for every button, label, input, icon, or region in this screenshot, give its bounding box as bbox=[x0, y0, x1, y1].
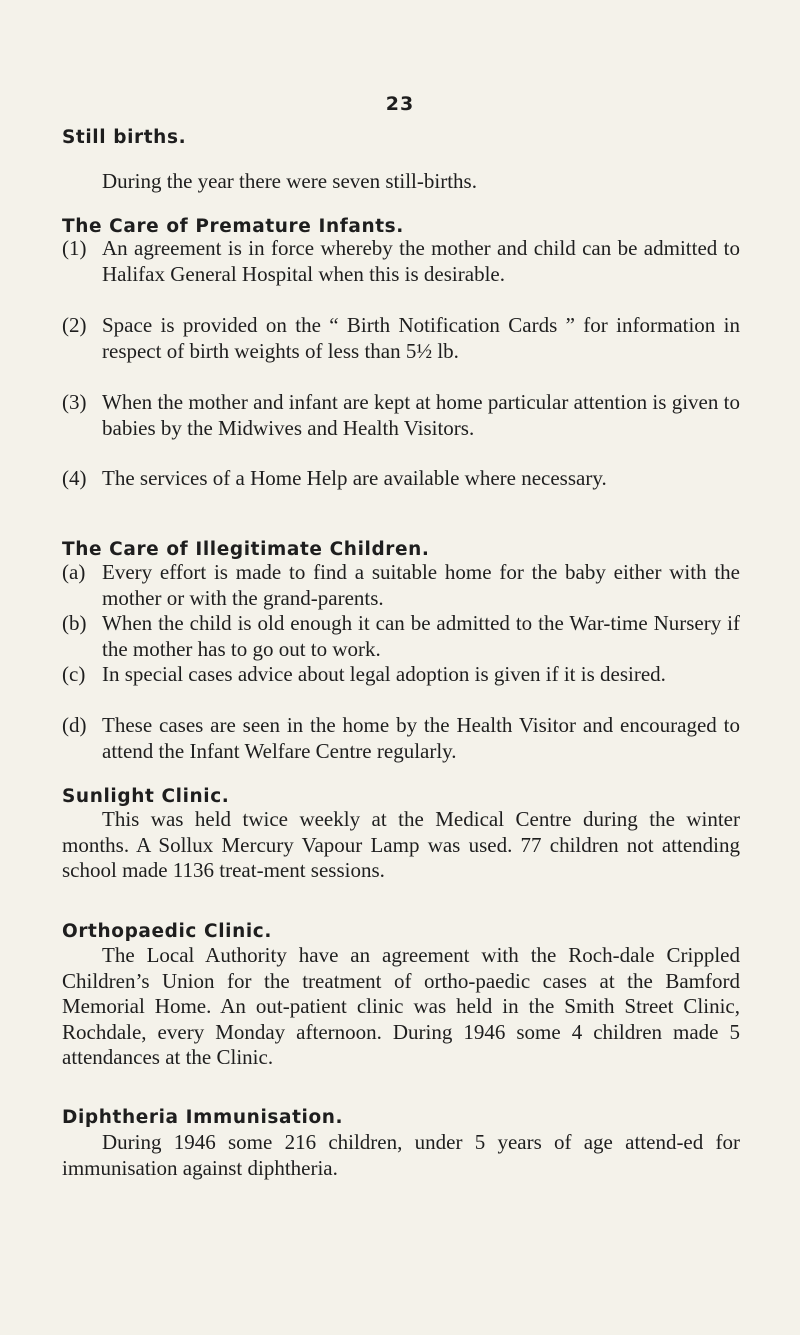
premature-item-4 bbox=[62, 466, 740, 492]
diphtheria-paragraph bbox=[62, 1130, 740, 1181]
item-number: (2) bbox=[62, 313, 87, 337]
premature-item-2 bbox=[62, 313, 740, 364]
heading-diphtheria-immunisation: Diphtheria Immunisation. bbox=[62, 1107, 344, 1128]
premature-item-1 bbox=[62, 236, 740, 287]
item-number: (4) bbox=[62, 466, 87, 490]
item-number: (c) bbox=[62, 662, 86, 686]
item-text: Space is provided on the “ Birth Notification Cards ” for information in respect of birth weights of less than 5½ lb. bbox=[102, 313, 740, 363]
item-text: Every effort is made to find a suitable home for the baby either with the mother or with the grand-parents. bbox=[102, 560, 740, 610]
heading-orthopaedic-clinic: Orthopaedic Clinic. bbox=[62, 921, 273, 942]
still-births-paragraph bbox=[62, 169, 740, 195]
item-number: (a) bbox=[62, 560, 86, 584]
item-text: When the mother and infant are kept at home particular attention is given to babies by the Midwives and Health Visitors. bbox=[102, 390, 740, 440]
item-number: (b) bbox=[62, 611, 87, 635]
orthopaedic-paragraph bbox=[62, 943, 740, 1071]
item-text: When the child is old enough it can be admitted to the War-time Nursery if the mother has to go out to work. bbox=[102, 611, 740, 661]
item-number: (d) bbox=[62, 713, 87, 737]
heading-still-births: Still births. bbox=[62, 127, 187, 148]
illegitimate-item-a bbox=[62, 560, 740, 611]
sunlight-paragraph bbox=[62, 807, 740, 884]
illegitimate-item-c bbox=[62, 662, 740, 688]
heading-premature-infants: The Care of Premature Infants. bbox=[62, 216, 404, 237]
page-number: 23 bbox=[385, 93, 415, 115]
premature-item-3 bbox=[62, 390, 740, 441]
item-text: In special cases advice about legal adoption is given if it is desired. bbox=[102, 662, 666, 686]
heading-sunlight-clinic: Sunlight Clinic. bbox=[62, 786, 230, 807]
item-text: These cases are seen in the home by the Health Visitor and encouraged to attend the Infant Welfare Centre regularly. bbox=[102, 713, 740, 763]
item-text: An agreement is in force whereby the mother and child can be admitted to Halifax General Hospital when this is desirable. bbox=[102, 236, 740, 286]
illegitimate-item-b bbox=[62, 611, 740, 662]
still-births-text: During the year there were seven still-births. bbox=[102, 169, 477, 193]
item-text: The services of a Home Help are available where necessary. bbox=[102, 466, 607, 490]
item-number: (3) bbox=[62, 390, 87, 414]
heading-illegitimate-children: The Care of Illegitimate Children. bbox=[62, 539, 430, 560]
orthopaedic-text: The Local Authority have an agreement with the Roch-dale Crippled Children’s Union for the treatment of ortho-paedic cases at the Bamford Memorial Home. An out-patient clinic was held in the Smith Street Clinic, Rochdale, every Monday afternoon. During 1946 some 4 children made 5 attendances at the Clinic. bbox=[62, 943, 740, 1069]
sunlight-text: This was held twice weekly at the Medical Centre during the winter months. A Sollux Mercury Vapour Lamp was used. 77 children not attending school made 1136 treat-ment sessions. bbox=[62, 807, 740, 882]
diphtheria-text: During 1946 some 216 children, under 5 years of age attend-ed for immunisation against diphtheria. bbox=[62, 1130, 740, 1180]
illegitimate-item-d bbox=[62, 713, 740, 764]
item-number: (1) bbox=[62, 236, 87, 260]
